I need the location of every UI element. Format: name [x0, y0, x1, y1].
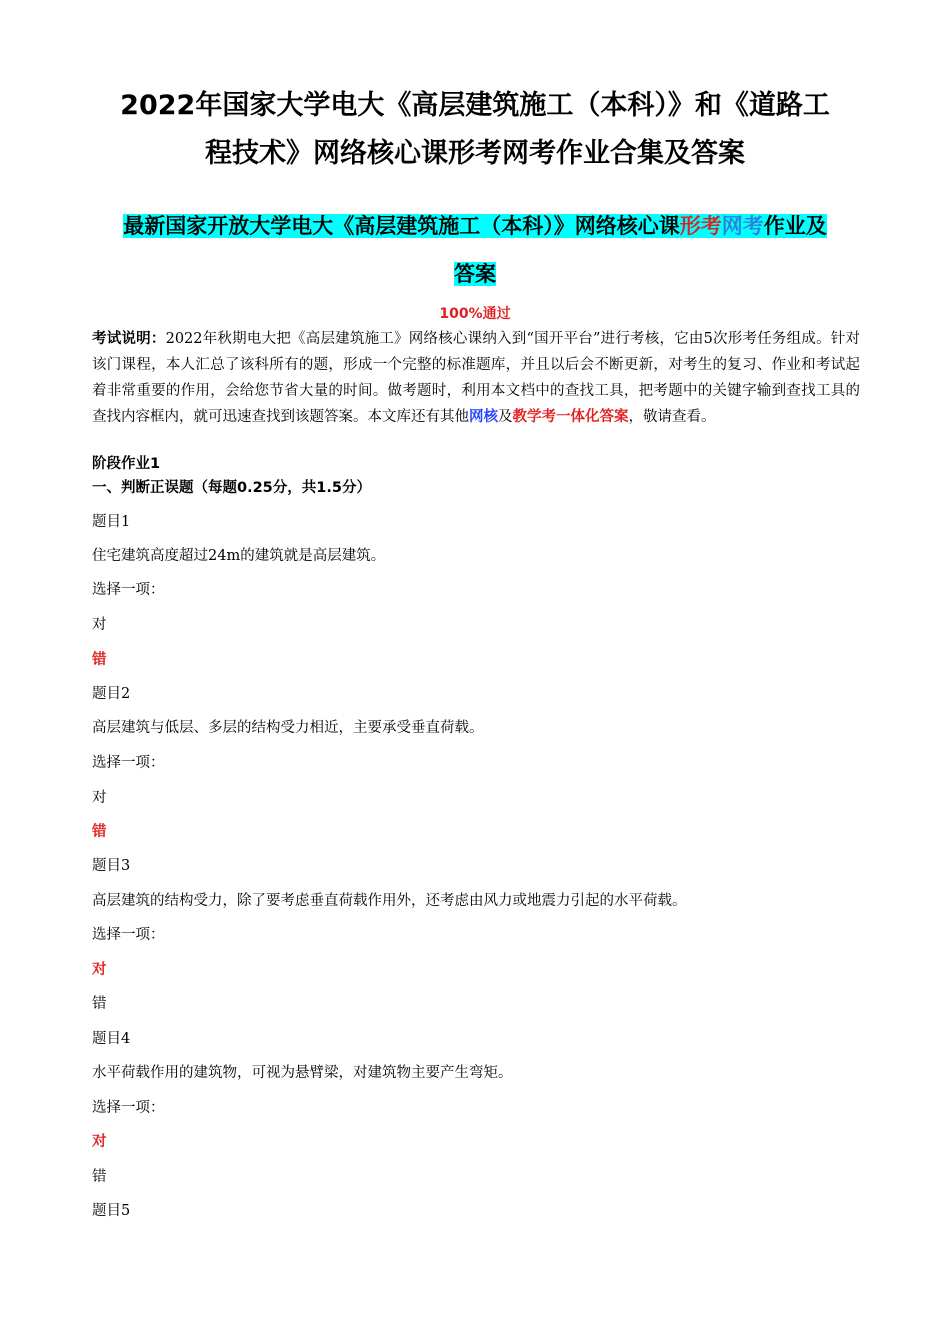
pass-label: 100%通过	[439, 306, 511, 322]
question-text: 水平荷载作用的建筑物，可视为悬臂梁，对建筑物主要产生弯矩。	[92, 1065, 513, 1081]
subtitle-part-b: 形考	[679, 214, 722, 238]
document-title-line2: 程技术》网络核心课形考网考作业合集及答案	[205, 138, 745, 169]
exam-intro	[92, 326, 860, 430]
question-label: 题目1	[92, 514, 131, 530]
intro-link-wanghe[interactable]: 网核	[469, 409, 498, 425]
choose-label: 选择一项：	[92, 755, 165, 771]
option-false[interactable]: 错	[92, 996, 107, 1012]
question-label: 题目3	[92, 858, 131, 874]
question-text: 高层建筑与低层、多层的结构受力相近，主要承受垂直荷载。	[92, 720, 484, 736]
subtitle-part-a: 最新国家开放大学电大《高层建筑施工（本科）》网络核心课	[123, 214, 680, 238]
part-heading: 一、判断正误题（每题0.25分，共1.5分）	[92, 480, 371, 496]
option-true-answer[interactable]: 对	[92, 962, 107, 978]
choose-label: 选择一项：	[92, 1100, 165, 1116]
subtitle-part-c: 网考	[721, 214, 764, 238]
intro-and: 及	[498, 409, 513, 425]
intro-link-answers[interactable]: 教学考一体化答案	[512, 409, 629, 425]
question-label: 题目5	[92, 1203, 131, 1219]
question-label: 题目4	[92, 1031, 131, 1047]
question-label: 题目2	[92, 686, 131, 702]
subtitle-part-d: 作业及	[763, 214, 827, 238]
choose-label: 选择一项：	[92, 582, 165, 598]
option-true[interactable]: 对	[92, 790, 107, 806]
subtitle-line2-text: 答案	[454, 262, 496, 286]
question-text: 住宅建筑高度超过24m的建筑就是高层建筑。	[92, 548, 386, 564]
intro-text1: 2022年秋期电大把《高层建筑施工》网络核心课纳入到“国开平台”进行考核，它由5次形考任务组成。针对该门课程，本人汇总了该科所有的题，形成一个完整的标准题库，并且以后会不断更新，对考生的复习、作业和考试起着非常重要的作用，会给您节省大量的时间。做考题时，利用本文档中的查找工具，把考题中的关键字输到查找工具的查找内容框内，就可迅速查找到该题答案。本文库还有其他	[92, 331, 861, 425]
choose-label: 选择一项：	[92, 927, 165, 943]
option-true[interactable]: 对	[92, 617, 107, 633]
subtitle-line1	[60, 211, 890, 241]
intro-text2: ，敬请查看。	[628, 409, 716, 425]
option-false[interactable]: 错	[92, 1169, 107, 1185]
option-false-answer[interactable]: 错	[92, 824, 107, 840]
option-false-answer[interactable]: 错	[92, 652, 107, 668]
section-heading: 阶段作业1	[92, 456, 161, 472]
document-title-line1: 2022年国家大学电大《高层建筑施工（本科）》和《道路工	[120, 90, 830, 121]
question-text: 高层建筑的结构受力，除了要考虑垂直荷载作用外，还考虑由风力或地震力引起的水平荷载。	[92, 893, 687, 909]
option-true-answer[interactable]: 对	[92, 1134, 107, 1150]
intro-label: 考试说明：	[92, 331, 166, 347]
subtitle-line2	[60, 259, 890, 289]
